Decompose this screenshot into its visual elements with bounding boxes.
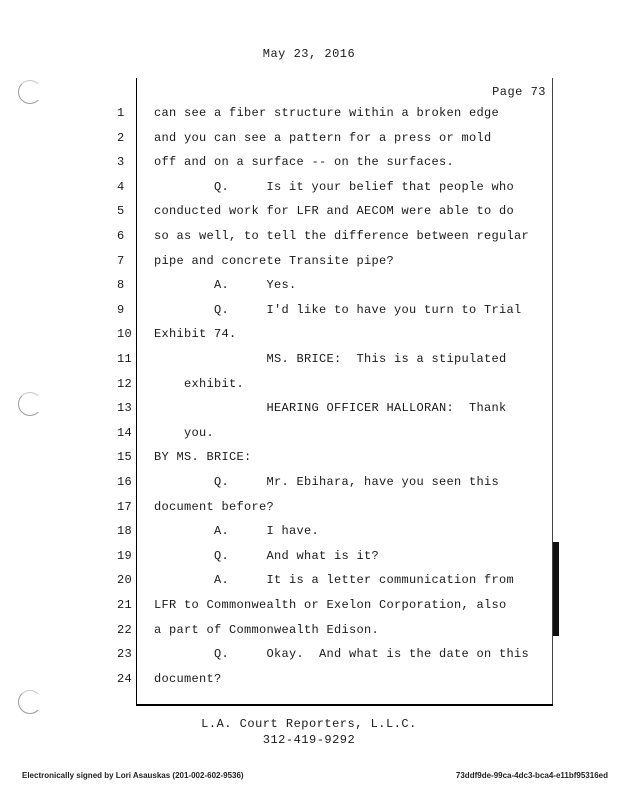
transcript-line <box>108 475 548 495</box>
margin-mark <box>553 542 559 636</box>
line-text: conducted work for LFR and AECOM were able to do <box>154 204 515 219</box>
line-number: 22 <box>117 622 133 637</box>
line-text: BY MS. BRICE: <box>154 450 252 465</box>
line-text: Q. Okay. And what is the date on this <box>154 647 530 662</box>
line-number: 18 <box>117 524 133 539</box>
transcript-line <box>108 672 548 692</box>
transcript-line <box>108 131 548 151</box>
line-text: so as well, to tell the difference between regular <box>154 229 530 243</box>
line-number: 7 <box>117 253 125 268</box>
line-number: 12 <box>117 376 133 391</box>
line-number: 8 <box>117 278 125 293</box>
line-number: 16 <box>117 475 133 489</box>
transcript-line <box>108 254 548 274</box>
line-text: document before? <box>154 499 275 514</box>
line-number: 3 <box>117 155 125 170</box>
transcript-line <box>108 623 548 643</box>
reporter-company: L.A. Court Reporters, L.L.C. <box>201 717 417 731</box>
transcript-line <box>108 327 548 347</box>
line-text: document? <box>154 671 222 686</box>
line-text: exhibit. <box>154 376 245 391</box>
line-number: 13 <box>117 401 133 416</box>
line-number: 14 <box>117 425 133 440</box>
line-text: Q. I'd like to have you turn to Trial <box>154 302 522 317</box>
line-number: 24 <box>117 671 133 686</box>
page-number: Page 73 <box>492 85 546 99</box>
line-text: MS. BRICE: This is a stipulated <box>154 352 507 366</box>
transcript-line <box>108 106 548 126</box>
line-number: 11 <box>117 352 133 366</box>
transcript-line <box>108 155 548 175</box>
line-number: 2 <box>117 130 125 145</box>
transcript-line <box>108 180 548 200</box>
transcript-line <box>108 377 548 397</box>
line-text: Q. And what is it? <box>154 548 380 563</box>
line-number: 4 <box>117 179 125 194</box>
line-number: 17 <box>117 499 133 514</box>
reporter-phone: 312-419-9292 <box>262 733 356 747</box>
line-number: 21 <box>117 598 133 612</box>
bottom-border <box>136 704 553 706</box>
e-signature-text: Electronically signed by Lori Asauskas (201-002-602-9536) <box>22 771 244 780</box>
line-text: Q. Mr. Ebihara, have you seen this <box>154 475 500 489</box>
transcript-line <box>108 229 548 249</box>
line-text: you. <box>154 425 215 440</box>
transcript-line <box>108 598 548 618</box>
line-text: A. Yes. <box>154 278 297 293</box>
line-text: LFR to Commonwealth or Exelon Corporation, also <box>154 598 507 612</box>
transcript-line <box>108 303 548 323</box>
line-text: A. It is a letter communication from <box>154 573 515 588</box>
transcript-line <box>108 426 548 446</box>
line-text: A. I have. <box>154 524 320 539</box>
line-number: 1 <box>117 106 125 120</box>
line-number: 5 <box>117 204 125 219</box>
transcript-line <box>108 500 548 520</box>
transcript-line <box>108 204 548 224</box>
transcript-line <box>108 352 548 372</box>
line-number: 15 <box>117 450 133 465</box>
transcript-line <box>108 401 548 421</box>
document-id: 73ddf9de-99ca-4dc3-bca4-e11bf95316ed <box>455 771 608 780</box>
line-text: Exhibit 74. <box>154 327 237 342</box>
punch-hole-icon <box>18 392 42 416</box>
transcript-line <box>108 647 548 667</box>
transcript-line <box>108 573 548 593</box>
transcript-line <box>108 524 548 544</box>
line-text: pipe and concrete Transite pipe? <box>154 253 395 268</box>
transcript-line <box>108 278 548 298</box>
line-number: 9 <box>117 302 125 317</box>
transcript-line <box>108 450 548 470</box>
line-text: off and on a surface -- on the surfaces. <box>154 155 455 170</box>
punch-hole-icon <box>18 80 42 104</box>
transcript-line <box>108 549 548 569</box>
line-text: Q. Is it your belief that people who <box>154 179 515 194</box>
line-number: 20 <box>117 573 133 588</box>
line-text: a part of Commonwealth Edison. <box>154 622 380 637</box>
transcript-date: May 23, 2016 <box>262 47 356 61</box>
line-text: can see a fiber structure within a broken edge <box>154 106 500 120</box>
line-number: 23 <box>117 647 133 662</box>
line-number: 10 <box>117 327 133 342</box>
line-number: 6 <box>117 229 125 243</box>
line-text: and you can see a pattern for a press or mold <box>154 130 492 145</box>
line-number: 19 <box>117 548 133 563</box>
punch-hole-icon <box>18 690 42 714</box>
line-text: HEARING OFFICER HALLORAN: Thank <box>154 401 507 416</box>
